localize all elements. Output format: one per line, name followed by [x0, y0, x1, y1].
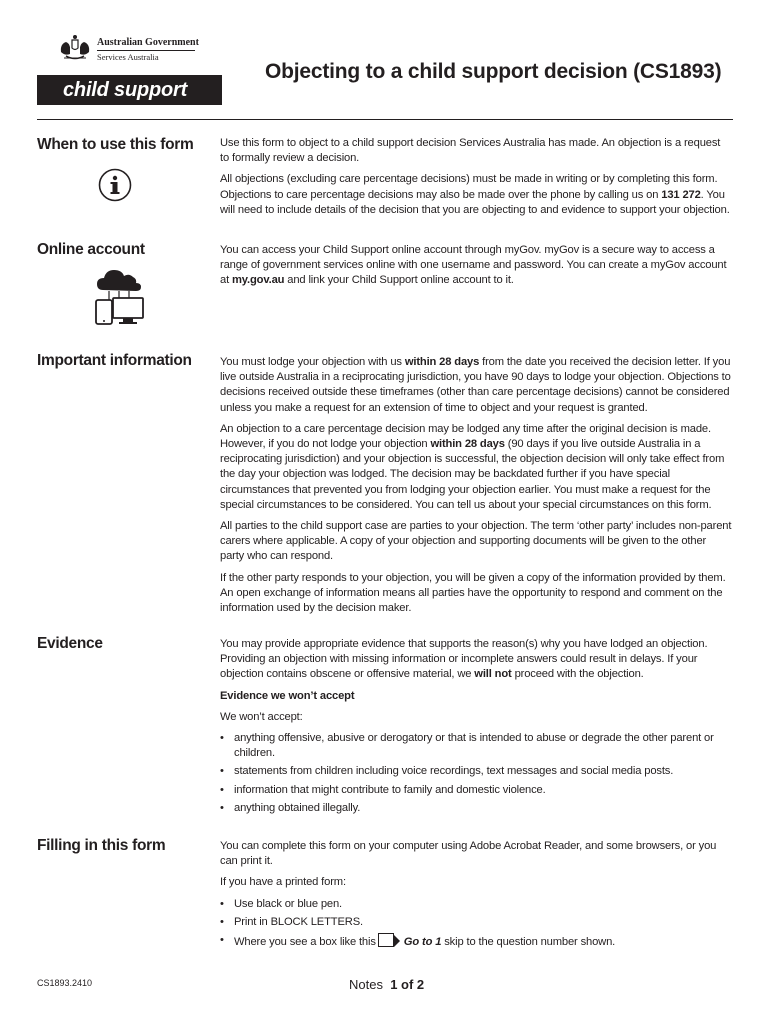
heading-when-to-use: When to use this form: [37, 136, 194, 153]
arrow-right-icon: [394, 935, 400, 947]
when-paragraph-1: Use this form to object to a child support decision Services Australia has made. An objection is a request to formally review a decision.: [220, 137, 721, 165]
heading-filling-in: Filling in this form: [37, 837, 166, 854]
mygov-link[interactable]: my.gov.au: [232, 274, 285, 287]
section-online-account: [220, 243, 732, 295]
info-icon: [98, 168, 132, 202]
evidence-intro: We won’t accept:: [220, 710, 303, 723]
page-title: Objecting to a child support decision (CS1893): [265, 60, 722, 83]
form-code: CS1893.2410: [37, 978, 93, 988]
section-when-to-use: [220, 136, 732, 224]
page-number: 1 of 2: [390, 977, 425, 992]
heading-important-information: Important information: [37, 352, 192, 369]
section-important-information: [220, 355, 732, 622]
filling-list: [220, 897, 732, 951]
list-item: • Print in BLOCK LETTERS.: [220, 915, 732, 930]
filling-paragraph-1: You can complete this form on your computer using Adobe Acrobat Reader, and some browsers, or you can print it.: [220, 840, 717, 868]
coat-of-arms-icon: [58, 34, 92, 62]
filling-intro: If you have a printed form:: [220, 876, 346, 889]
cloud-devices-icon: [93, 268, 147, 326]
heading-evidence: Evidence: [37, 635, 103, 652]
brand-banner: child support: [37, 75, 222, 105]
page-indicator: Notes 1 of 2: [349, 977, 425, 992]
list-item: • anything offensive, abusive or derogatory or that is intended to abuse or degrade the other parent or children.: [220, 731, 732, 761]
evidence-paragraph-1: You may provide appropriate evidence that supports the reason(s) why you have lodged an objection. Providing an objection with missing information or incomplete answers could result in delays. If your objection contains obscene or offensive material, we will not proceed with the objection.: [220, 638, 708, 681]
online-paragraph-1: You can access your Child Support online account through myGov. myGov is a secure way to access a range of government services online with one username and password. You can create a myGov account at my.gov.au and link your Child Support online account to it.: [220, 244, 727, 287]
heading-online-account: Online account: [37, 241, 145, 258]
section-filling-in: [220, 839, 732, 953]
list-item: • Where you see a box like this Go to 1 skip to the question number shown.: [220, 933, 732, 950]
evidence-list: [220, 731, 732, 816]
skip-box-icon: [378, 933, 394, 947]
evidence-subheading: Evidence we won’t accept: [220, 689, 355, 702]
important-paragraph-2: An objection to a care percentage decision may be lodged any time after the original decision is made. However, if you do not lodge your objection within 28 days (90 days if you live outside Australia in a reciprocating jurisdiction) and your objection is successful, the objection decision will only take effect from the day your objection was lodged. The decision may be backdated further if you have special circumstances that prevented you from lodging your objection earlier. You must make a request for the special circumstances to be considered. You can tell us about your special circumstances on this form.: [220, 422, 725, 511]
phone-number: 131 272: [661, 188, 701, 201]
list-item: • statements from children including voice recordings, text messages and social media posts.: [220, 764, 732, 779]
important-paragraph-4: If the other party responds to your objection, you will be given a copy of the information provided by them. An open exchange of information means all parties have the opportunity to respond and comment on the information used by the decision maker.: [220, 571, 726, 615]
important-paragraph-1: You must lodge your objection with us within 28 days from the date you received the decision letter. If you live outside Australia in a reciprocating jurisdiction, you have 90 days to lodge your objection. Objections to decisions received outside these timeframes (other than care percentage decisions) cannot be considered unless you make a request for an extension of time to object and your request is granted.: [220, 356, 731, 414]
list-item: • information that might contribute to family and domestic violence.: [220, 783, 732, 798]
goto-example: Go to 1: [403, 936, 442, 949]
government-name: Australian Government: [97, 37, 199, 48]
logo-divider: [97, 50, 195, 51]
title-divider: [37, 119, 733, 120]
agency-name: Services Australia: [97, 52, 159, 62]
list-item: • Use black or blue pen.: [220, 897, 732, 912]
when-paragraph-2: All objections (excluding care percentage decisions) must be made in writing or by completing this form. Objections to care percentage decisions may also be made over the phone by calling us on 131 272. You will need to include details of the decision that you are objecting to and evidence to support your objection.: [220, 173, 730, 216]
list-item: • anything obtained illegally.: [220, 801, 732, 816]
section-evidence: [220, 637, 732, 819]
important-paragraph-3: All parties to the child support case are parties to your objection. The term ‘other party’ includes non-parent carers where applicable. A copy of your objection and supporting documents will be given to the other party who can respond.: [220, 520, 732, 563]
